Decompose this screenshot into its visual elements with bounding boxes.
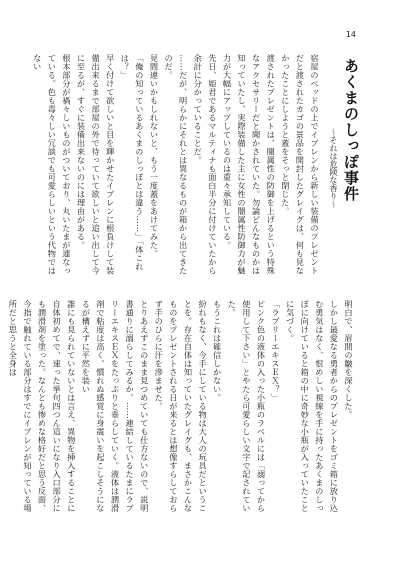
page-subtitle: ～それは危険な香り～ [329,128,338,208]
paragraph: 「俺の知っているあくまのしっぽとは違う……」「体これは？」 [120,54,145,271]
paragraph: 渡されたプレゼントは、闇属性の防御を上げるという特殊なアクセサリーだと聞かされていた。勿論どんなものかは知っていたし、実際装備した主に女性の闇属性防御力が魅力が大幅にアップしているのは重々承知している。 [222,54,277,275]
bottom-text-column [8,300,356,518]
paragraph: ……だが、明らかにそれとは異なるものが箱から出てきたのだ。 [164,54,189,275]
paragraph: 明白で、眉間の皺を深くした。 [344,300,354,419]
paragraph: 誰にも見られていないとは言え、異物を挿入することに自体初めてで、速った挙句四つん這いになり入口部分にも潤滑剤を塗った。なんとも惨めな格好だと思う反面、今指で触れている部分はすでにイブレンが知っている場所だと思うと全身は [8,300,77,513]
paragraph: とりあえずこのまま見つめていても仕方ないので、説明書通りに溺らしてみるか。……連結しているたまにラブリーエキスＥＸをたっぷりと垂らしていく。液体は潤滑剤で粘度は高く、慣れぬ感覚に身震いを起こしそうになるが構えずに平然を装い [81,300,150,513]
paragraph: ピンク色の液体の入った小瓶のラベルには「溺ってから使用して下さい」とやたら可愛らしい文字で記されていた。 [227,300,267,513]
paragraph: もうこれは確信しかない。 [212,300,223,402]
paragraph: 根本部分が禍々しいものがついており、丸いたまが連なっている。色も毒々しい冗談でも可愛らしいという代物ではない [32,54,72,275]
page-number: 14 [345,30,356,39]
paragraph: 紛れもなく、今手にしている物は大人の玩具だということを。存在自体は知っていたグレイグも、まさかこんなものをプレゼントされる日が来るとは想像すらしておらず手のひらに汗を滲ませた。 [154,300,209,513]
page-title: あくまのしっぽ事件 [342,58,360,202]
paragraph: 早く付けて欲しいと目を輝かせたイブレンに根負けして装備出来るまで部屋の外で待っていて欲しいと追い出して今に至るが、すぐに装備出来ないのには理由がある。 [76,54,116,275]
paragraph: 先日、姫君であるマルティナも面白半分に付けていたから余計に分かっていることだ。 [193,54,218,275]
paragraph: しかし最愛なる勇者からのプレゼントをゴミ箱に放り込む勇気はなく、恨めしい視線を手に持ったあくまのしっぽに向けていると箱の中に奇妙な小瓶が入っていたことに気づく。 [285,300,340,513]
title-block [330,58,362,268]
paragraph: 「ラブリーエキスＥＸ？」 [271,300,282,402]
paragraph: 見間違いかもしれないと、もう一度蓋をあけてみた。 [149,54,160,258]
top-text-column [32,54,322,276]
paragraph: 宿屋のベッドの上でイブレンから新しい装備のプレゼントだと渡されたカゴの景品を開封したグレイグは、何も見なかったことにしようと蓋をそっと閉じた。 [280,54,320,275]
